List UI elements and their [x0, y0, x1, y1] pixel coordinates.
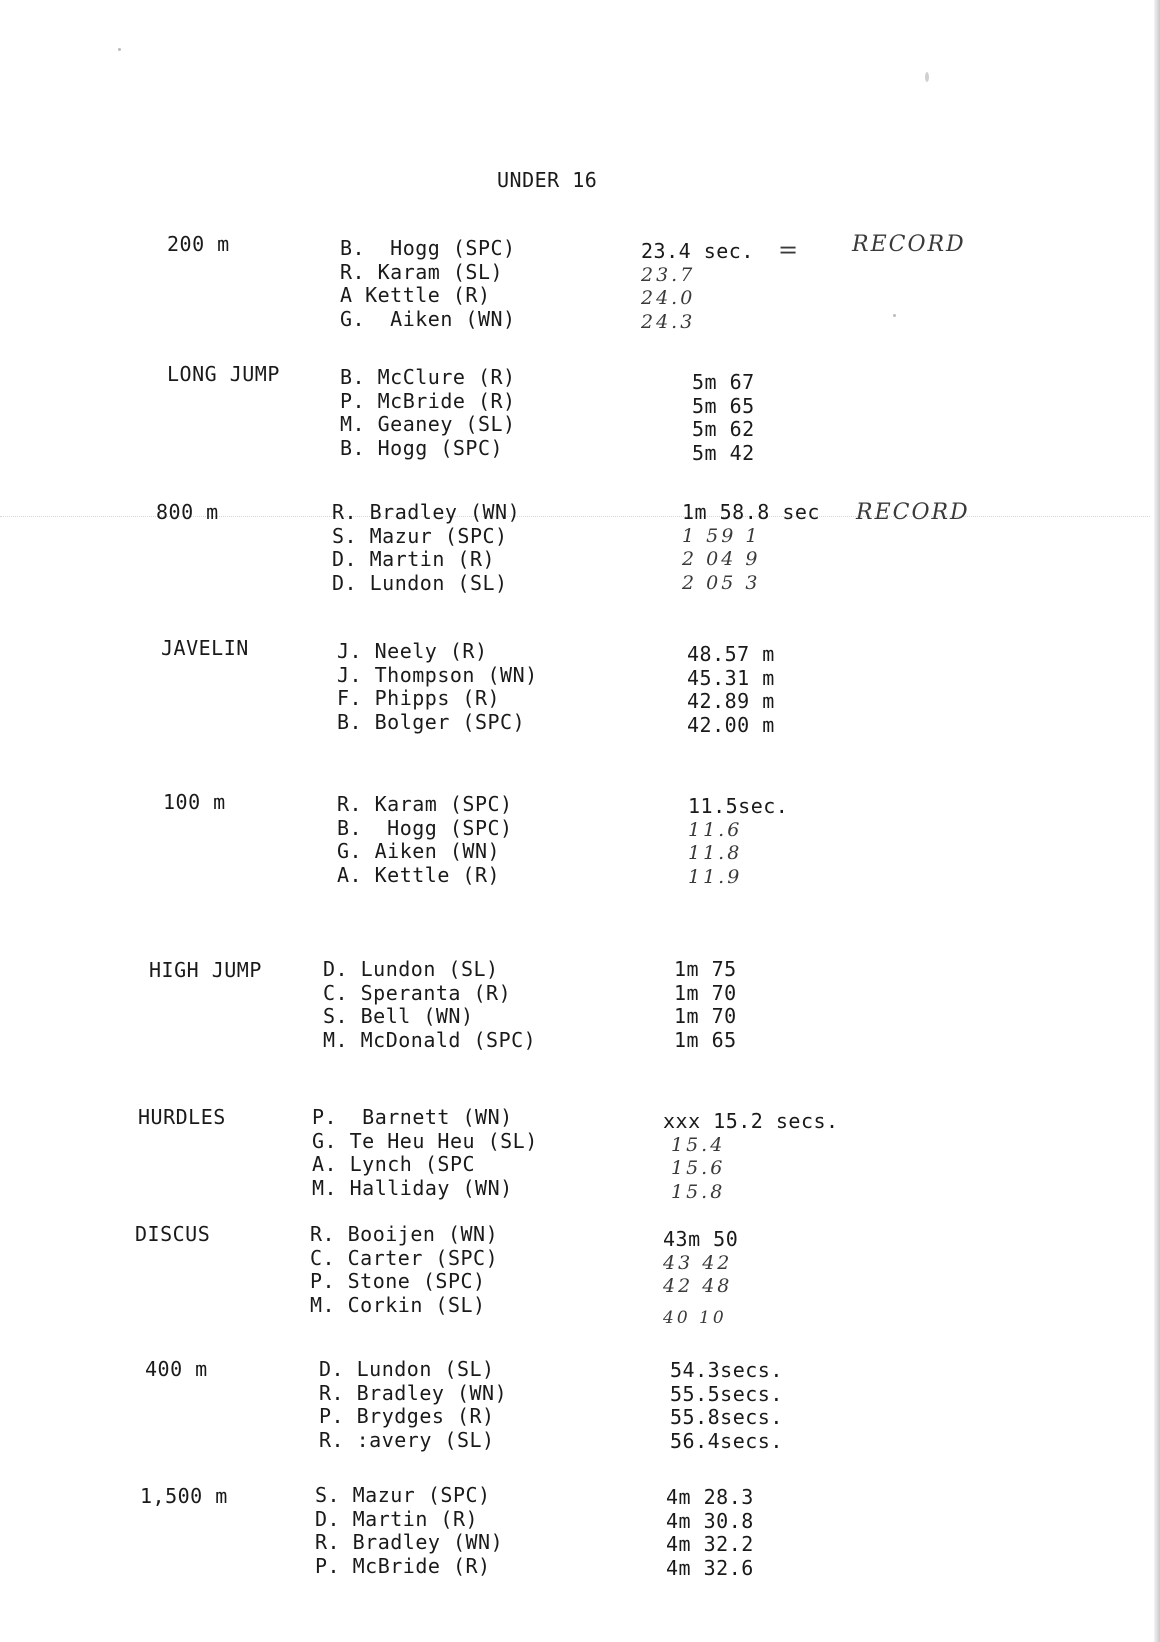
athlete-list — [312, 1106, 538, 1200]
athlete-entry: R. Karam (SL) — [340, 259, 504, 284]
athlete-entry: D. Lundon (SL) — [323, 957, 499, 981]
athlete-entry: C. Speranta (R) — [323, 980, 512, 1005]
athlete-entry: P. McBride (R) — [340, 388, 516, 413]
athlete-entry: J. Thompson (WN) — [337, 662, 538, 687]
athlete-entry: M. Halliday (WN) — [312, 1175, 513, 1200]
athlete-entry: D. Martin (R) — [315, 1506, 479, 1531]
athlete-entry: C. Carter (SPC) — [310, 1245, 499, 1270]
handwritten-result: 42 48 — [663, 1275, 733, 1297]
athlete-entry: A. Kettle (R) — [337, 862, 501, 887]
result-list — [666, 1486, 754, 1580]
athlete-list — [323, 958, 536, 1052]
page-title: UNDER 16 — [497, 168, 598, 192]
event-name: HURDLES — [138, 1105, 226, 1129]
athlete-entry: M. Corkin (SL) — [310, 1292, 486, 1317]
athlete-entry: P. Barnett (WN) — [312, 1105, 513, 1129]
handwritten-result: 11.8 — [688, 842, 743, 864]
athlete-entry: R. :avery (SL) — [319, 1427, 495, 1452]
athlete-entry: P. Stone (SPC) — [310, 1269, 486, 1293]
athlete-entry: B. Hogg (SPC) — [337, 815, 513, 840]
result-entry: 4m 28.3 — [666, 1485, 754, 1509]
result-entry: 5m 67 — [692, 370, 755, 394]
event-name: JAVELIN — [161, 636, 249, 660]
athlete-entry: R. Bradley (WN) — [319, 1380, 508, 1405]
result-entry: 42.89 m — [687, 689, 775, 713]
handwritten-result: 11.9 — [688, 865, 743, 888]
result-list — [663, 1110, 839, 1204]
paper-speck — [925, 72, 929, 82]
handwritten-result: 2 05 3 — [682, 571, 761, 594]
result-list — [688, 795, 788, 889]
event-name: 800 m — [156, 500, 219, 524]
athlete-list — [319, 1358, 507, 1452]
result-entry: 55.8secs. — [670, 1405, 783, 1429]
paper-speck — [118, 48, 121, 51]
athlete-entry: R. Booijen (WN) — [310, 1222, 499, 1246]
athlete-entry: P. McBride (R) — [315, 1553, 491, 1578]
result-entry: 56.4secs. — [670, 1428, 783, 1453]
handwritten-result: 40 10 — [663, 1307, 727, 1328]
athlete-entry: P. Brydges (R) — [319, 1404, 495, 1428]
result-entry: 48.57 m — [687, 642, 775, 666]
event-name: 1,500 m — [140, 1484, 228, 1508]
handwritten-result: 15.4 — [671, 1133, 726, 1156]
athlete-entry: B. Hogg (SPC) — [340, 236, 516, 260]
athlete-entry: S. Bell (WN) — [323, 1004, 474, 1028]
athlete-list — [337, 793, 513, 887]
handwritten-result: 1 59 1 — [682, 524, 761, 547]
result-entry: 45.31 m — [687, 665, 775, 690]
result-list — [687, 643, 775, 737]
athlete-entry: D. Lundon (SL) — [319, 1357, 495, 1381]
result-entry: 1m 65 — [674, 1027, 737, 1052]
athlete-entry: G. Aiken (WN) — [337, 839, 501, 863]
handwritten-result: 15.8 — [671, 1180, 726, 1203]
event-name: 100 m — [163, 790, 226, 814]
event-name: HIGH JUMP — [149, 958, 262, 982]
athlete-list — [340, 237, 516, 331]
handwritten-result: 43 42 — [663, 1251, 733, 1274]
handwritten-result: 24.0 — [641, 287, 696, 309]
result-list — [682, 501, 820, 595]
page-edge-shadow — [1154, 0, 1160, 1642]
result-entry: 42.00 m — [687, 712, 775, 737]
record-annotation: RECORD — [852, 232, 966, 257]
athlete-entry: F. Phipps (R) — [337, 686, 501, 710]
athlete-entry: D. Lundon (SL) — [332, 570, 508, 595]
athlete-list — [340, 366, 516, 460]
athlete-entry: S. Mazur (SPC) — [315, 1483, 491, 1507]
result-entry: 55.5secs. — [670, 1381, 783, 1406]
handwritten-result: 23.7 — [641, 263, 696, 286]
result-entry: 43m 50 — [663, 1227, 739, 1251]
result-entry: 5m 65 — [692, 393, 755, 418]
athlete-entry: B. Hogg (SPC) — [340, 435, 504, 460]
event-name: 200 m — [167, 232, 230, 256]
athlete-list — [315, 1484, 503, 1578]
athlete-entry: J. Neely (R) — [337, 639, 488, 663]
athlete-entry: M. McDonald (SPC) — [323, 1027, 537, 1052]
result-entry: 4m 32.6 — [666, 1555, 754, 1580]
result-list — [670, 1359, 783, 1453]
athlete-entry: G. Aiken (WN) — [340, 306, 516, 331]
athlete-entry: B. Bolger (SPC) — [337, 709, 526, 734]
event-name: LONG JUMP — [167, 362, 280, 386]
result-entry: 5m 62 — [692, 417, 755, 441]
athlete-entry: R. Bradley (WN) — [315, 1530, 504, 1554]
athlete-entry: S. Mazur (SPC) — [332, 523, 508, 548]
athlete-entry: R. Karam (SPC) — [337, 792, 513, 816]
result-entry: 23.4 sec. — [641, 239, 754, 263]
result-entry: 11.5sec. — [688, 794, 789, 818]
athlete-entry: D. Martin (R) — [332, 547, 496, 571]
result-entry: xxx 15.2 secs. — [663, 1109, 839, 1133]
result-entry: 5m 42 — [692, 440, 755, 465]
result-entry: 4m 32.2 — [666, 1532, 754, 1556]
event-name: 400 m — [145, 1357, 208, 1381]
athlete-entry: A Kettle (R) — [340, 283, 491, 307]
handwritten-result: 2 04 9 — [682, 548, 761, 570]
athlete-list — [310, 1223, 498, 1317]
athlete-entry: A. Lynch (SPC — [312, 1152, 476, 1176]
athlete-list — [337, 640, 538, 734]
record-annotation: RECORD — [856, 500, 970, 525]
result-entry: 1m 58.8 sec — [682, 500, 820, 524]
handwritten-result: 15.6 — [671, 1157, 726, 1179]
result-list — [663, 1228, 738, 1330]
result-entry: 4m 30.8 — [666, 1508, 754, 1533]
athlete-entry: B. McClure (R) — [340, 365, 516, 389]
handwritten-result: 11.6 — [688, 818, 743, 841]
athlete-entry: R. Bradley (WN) — [332, 500, 521, 524]
paper-speck — [893, 314, 896, 317]
athlete-list — [332, 501, 520, 595]
result-entry: 1m 75 — [674, 957, 737, 981]
event-name: DISCUS — [135, 1222, 211, 1246]
athlete-entry: G. Te Heu Heu (SL) — [312, 1128, 538, 1153]
result-list — [692, 371, 755, 465]
handwritten-result: 24.3 — [641, 310, 696, 333]
result-entry: 1m 70 — [674, 980, 737, 1005]
result-entry: 1m 70 — [674, 1004, 737, 1028]
result-list — [641, 240, 754, 334]
equals-mark: = — [778, 236, 801, 264]
result-entry: 54.3secs. — [670, 1358, 783, 1382]
result-list — [674, 958, 737, 1052]
athlete-entry: M. Geaney (SL) — [340, 412, 516, 436]
